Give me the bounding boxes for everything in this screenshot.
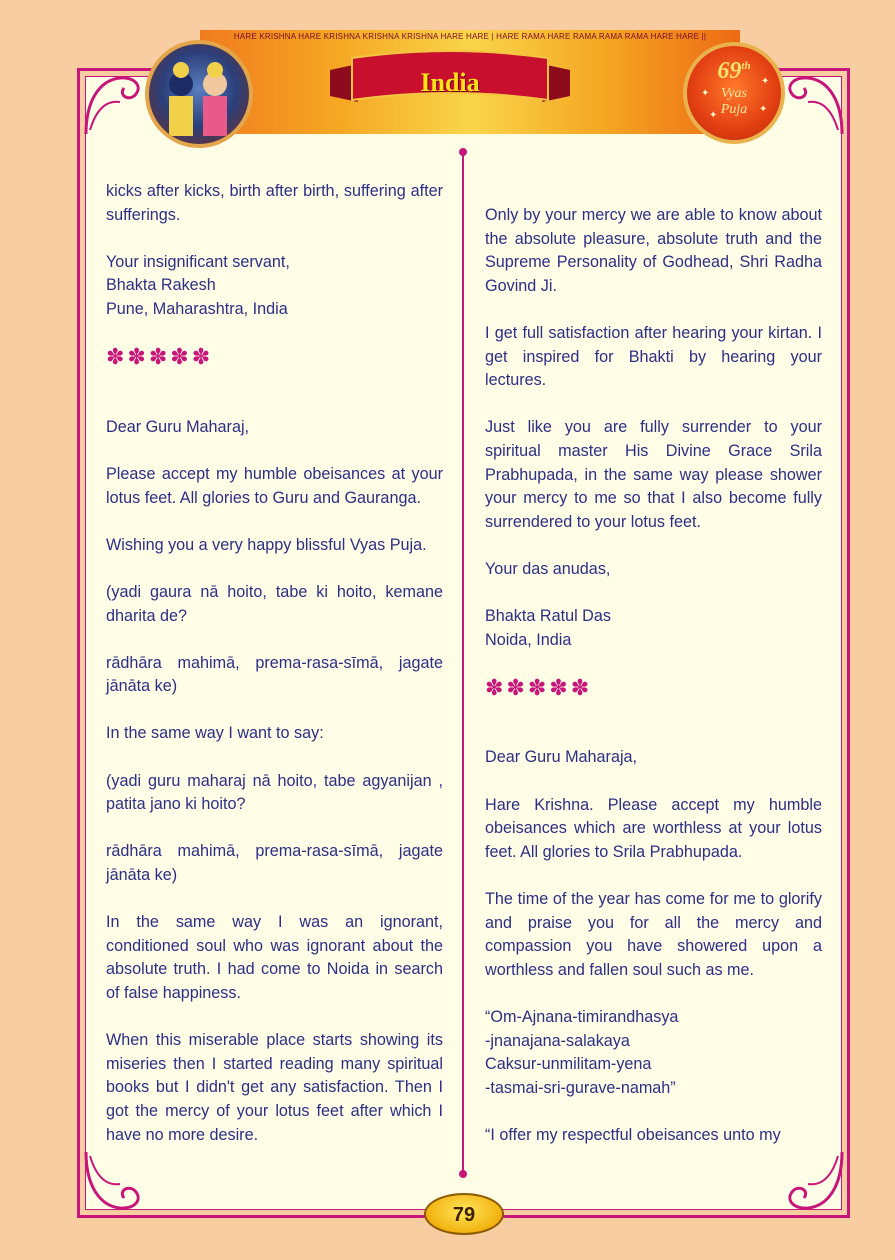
mantra-line: “Om-Ajnana-timirandhasya <box>485 1008 679 1026</box>
signature-line: Pune, Maharashtra, India <box>106 299 288 318</box>
paragraph: kicks after kicks, birth after birth, suffering after sufferings. <box>106 182 443 224</box>
paragraph: In the same way I was an ignorant, conditioned soul who was ignorant about the absolute truth. I had come to Noida in search of false happiness. <box>106 913 443 1002</box>
country-title: India <box>420 68 480 97</box>
badge-line1: Vyas <box>721 86 747 101</box>
signature-line: Bhakta Ratul Das <box>485 607 611 626</box>
signature-line: Bhakta Rakesh <box>106 276 216 295</box>
star-icon: ✦ <box>761 76 770 87</box>
paragraph: rādhāra mahimā, prema-rasa-sīmā, jagate jānāta ke) <box>106 653 443 696</box>
column-divider <box>462 152 464 1174</box>
paragraph: rādhāra mahimā, prema-rasa-sīmā, jagate jānāta ke) <box>106 842 443 885</box>
deity-image <box>145 40 253 148</box>
badge-number: 69 <box>717 58 742 84</box>
left-column <box>106 180 443 1147</box>
paragraph: In the same way I want to say: <box>106 724 324 743</box>
badge-line2: Puja <box>720 102 748 117</box>
vyas-puja-badge <box>683 42 785 144</box>
paragraph: Wishing you a very happy blissful Vyas Puja. <box>106 535 427 554</box>
paragraph: Dear Guru Maharaj, <box>106 417 250 436</box>
paragraph: (yadi gaura nā hoito, tabe ki hoito, kemane dharita de? <box>106 582 443 625</box>
corner-ornament-icon <box>80 1146 150 1216</box>
page-number: 79 <box>424 1193 504 1235</box>
corner-ornament-icon <box>778 1146 848 1216</box>
paragraph: Just like you are fully surrender to your spiritual master His Divine Grace Srila Prabhupada, in the same way please shower your mercy to me so that I also become fully surrendered to your lotus feet. <box>485 418 822 531</box>
separator-stars: ✽✽✽✽✽ <box>106 344 214 370</box>
corner-ornament-icon <box>80 70 150 140</box>
signature-line: Noida, India <box>485 630 572 649</box>
mantra-line: Caksur-unmilitam-yena <box>485 1055 652 1074</box>
mantra-text: HARE KRISHNA HARE KRISHNA KRISHNA KRISHNA HARE HARE | HARE RAMA HARE RAMA RAMA RAMA HARE HARE || <box>233 32 707 41</box>
paragraph: (yadi guru maharaj nā hoito, tabe agyanijan , patita jano ki hoito? <box>106 771 443 814</box>
corner-ornament-icon <box>778 70 848 140</box>
paragraph: Only by your mercy we are able to know about the absolute pleasure, absolute truth and the Supreme Personality of Godhead, Shri Radha Govind Ji. <box>485 206 822 295</box>
paragraph: Dear Guru Maharaja, <box>485 748 638 767</box>
right-column <box>485 204 822 1148</box>
paragraph: Hare Krishna. Please accept my humble obeisances which are worthless at your lotus feet. All glories to Srila Prabhupada. <box>485 795 822 861</box>
separator-stars: ✽✽✽✽✽ <box>485 674 593 700</box>
paragraph: Your das anudas, <box>485 559 611 578</box>
divider-dot <box>459 1170 467 1178</box>
paragraph: When this miserable place starts showing its miseries then I started reading many spiritual books but I didn't get any satisfaction. Then I got the mercy of your lotus feet after which I have no more desire. <box>106 1031 443 1144</box>
star-icon: ✦ <box>709 110 718 121</box>
paragraph: “I offer my respectful obeisances unto my <box>485 1125 781 1144</box>
paragraph: The time of the year has come for me to glorify and praise you for all the mercy and compassion you have showered upon a worthless and fallen soul such as me. <box>485 890 822 979</box>
badge-suffix: th <box>741 60 751 72</box>
mantra-line: -jnanajana-salakaya <box>485 1031 630 1050</box>
paragraph: Please accept my humble obeisances at your lotus feet. All glories to Guru and Gauranga. <box>106 464 443 507</box>
paragraph: I get full satisfaction after hearing your kirtan. I get inspired for Bhakti by hearing your lectures. <box>485 323 822 390</box>
divider-dot <box>459 148 467 156</box>
paragraph: Your insignificant servant, <box>106 252 290 271</box>
star-icon: ✦ <box>759 104 768 115</box>
mantra-line: -tasmai-sri-gurave-namah” <box>485 1078 676 1097</box>
star-icon: ✦ <box>701 88 710 99</box>
